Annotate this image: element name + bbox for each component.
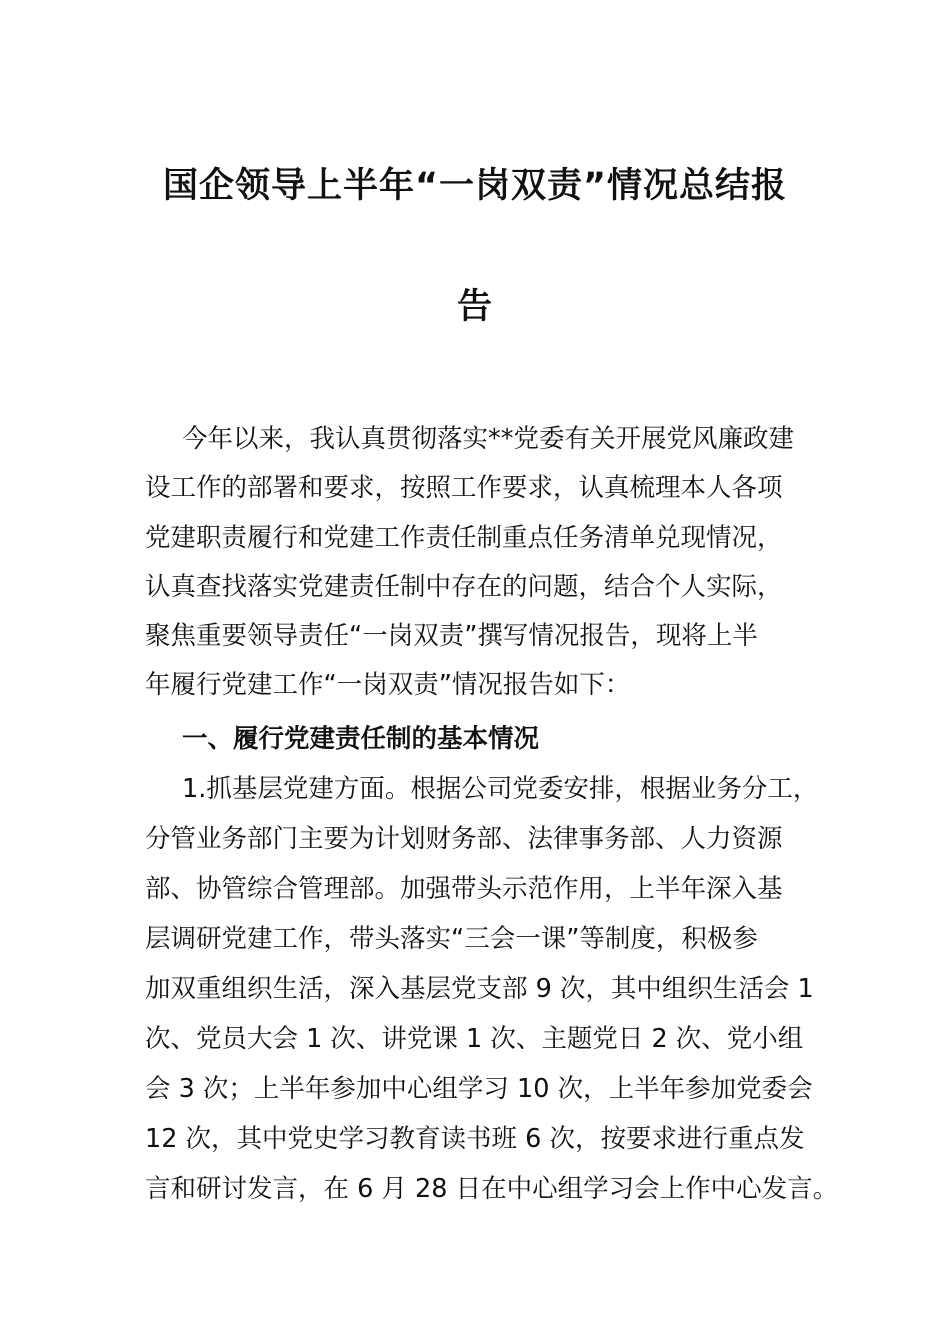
paragraph-line: 认真查找落实党建责任制中存在的问题，结合个人实际， — [145, 572, 783, 602]
paragraph-line: 部、协管综合管理部。加强带头示范作用，上半年深入基 — [145, 874, 783, 904]
document-title-line-1: 国企领导上半年“一岗双责”情况总结报 — [162, 166, 787, 206]
paragraph-line: 1.抓基层党建方面。根据公司党委安排，根据业务分工， — [182, 774, 819, 804]
paragraph-line: 今年以来，我认真贯彻落实**党委有关开展党风廉政建 — [182, 424, 795, 454]
paragraph-line: 分管业务部门主要为计划财务部、法律事务部、人力资源 — [145, 824, 783, 854]
section-heading: 一、履行党建责任制的基本情况 — [182, 724, 540, 754]
paragraph-line: 言和研讨发言，在 6 月 28 日在中心组学习会上作中心发言。 — [145, 1174, 839, 1204]
paragraph-line: 会 3 次；上半年参加中心组学习 10 次，上半年参加党委会 — [145, 1074, 813, 1104]
paragraph-line: 党建职责履行和党建工作责任制重点任务清单兑现情况， — [145, 523, 783, 553]
paragraph-line: 层调研党建工作，带头落实“三会一课”等制度，积极参 — [145, 924, 758, 954]
paragraph-line: 聚焦重要领导责任“一岗双责”撰写情况报告，现将上半 — [145, 621, 758, 651]
document-title-line-2: 告 — [456, 287, 493, 327]
paragraph-line: 年履行党建工作“一岗双责”情况报告如下： — [145, 670, 631, 700]
paragraph-line: 设工作的部署和要求，按照工作要求，认真梳理本人各项 — [145, 473, 783, 503]
paragraph-line: 次、党员大会 1 次、讲党课 1 次、主题党日 2 次、党小组 — [145, 1024, 804, 1054]
paragraph-line: 12 次，其中党史学习教育读书班 6 次，按要求进行重点发 — [145, 1124, 805, 1154]
paragraph-line: 加双重组织生活，深入基层党支部 9 次，其中组织生活会 1 — [145, 974, 814, 1004]
